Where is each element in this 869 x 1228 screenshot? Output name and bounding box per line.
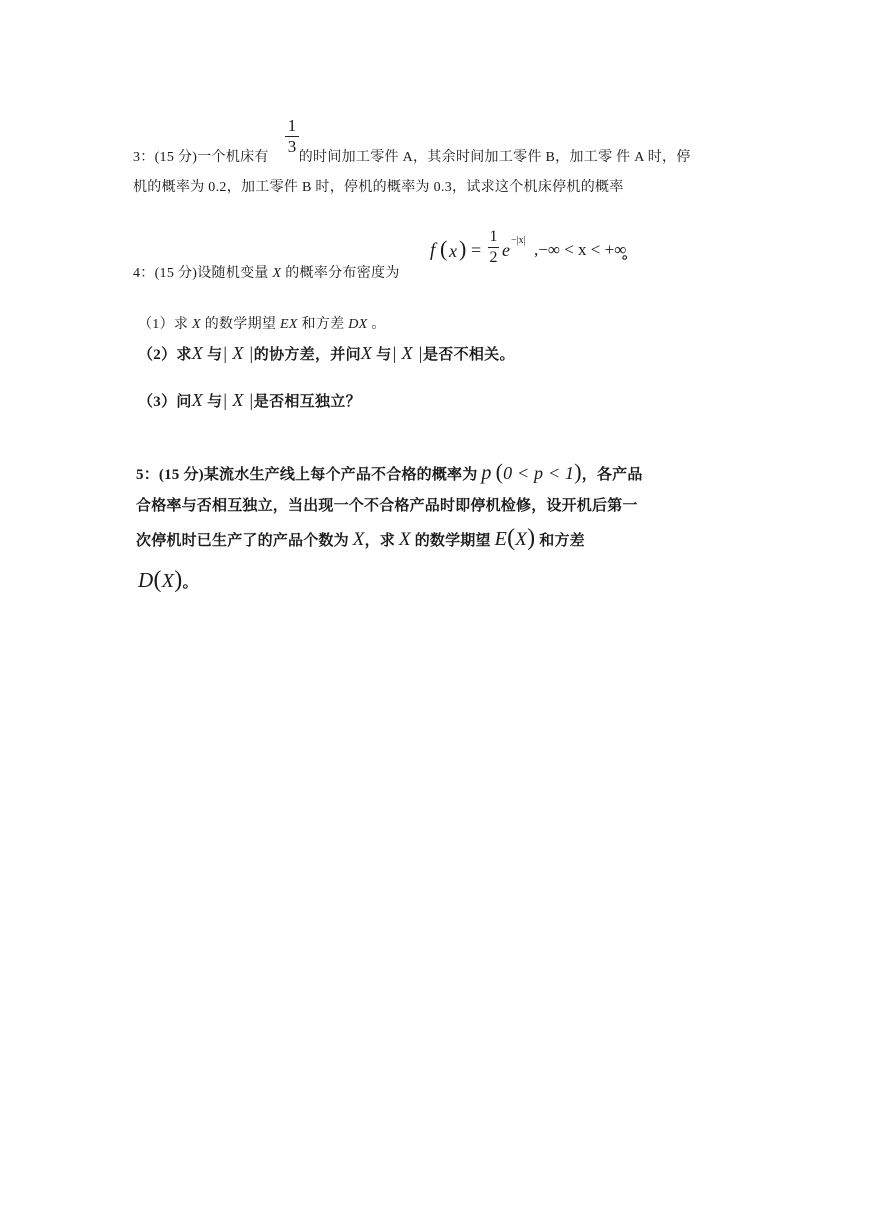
q4-p2-a: （2）求 bbox=[138, 347, 192, 363]
q5-l3-lparen: ( bbox=[507, 525, 516, 551]
q4-p2-abs2: | X | bbox=[391, 343, 423, 363]
q3-line-2: 机的概率为 0.2，加工零件 B 时，停机的概率为 0.3，试求这个机床停机的概率 bbox=[133, 180, 624, 195]
q5-l1-lparen: ( bbox=[495, 459, 504, 484]
q4-p1-d: 。 bbox=[371, 317, 386, 332]
q4-p2-d: 与 bbox=[376, 347, 392, 363]
q5-l3-b: ，求 bbox=[364, 533, 395, 549]
q4-density-formula bbox=[430, 228, 640, 272]
q4-p2-abs: | X | bbox=[222, 343, 254, 363]
q5-line-3 bbox=[136, 525, 585, 552]
q3-rest1: 的时间加工零件 A，其余时间加工零件 B，加工零 件 A 时，停 bbox=[298, 150, 691, 165]
q5-l3-x2: X bbox=[398, 529, 411, 550]
q5-l1-cond: 0 < p < 1 bbox=[503, 463, 575, 483]
formula-rparen: ) bbox=[459, 236, 467, 261]
q5-l3-rparen: ) bbox=[527, 525, 536, 551]
q5-l4-lparen: ( bbox=[153, 567, 162, 593]
formula-lparen: ( bbox=[440, 236, 448, 261]
q5-line-1 bbox=[136, 459, 643, 485]
q5-l4-rparen: ) bbox=[174, 567, 183, 593]
q4-suffix: 的概率分布密度为 bbox=[285, 266, 400, 281]
q3-prefix: 3：(15 分)一个机床有 bbox=[133, 150, 269, 165]
q5-l3-c: 的数学期望 bbox=[414, 533, 491, 549]
formula-end: 。 bbox=[622, 246, 638, 262]
q5-l4-d: D bbox=[138, 568, 154, 592]
q4-var: X bbox=[272, 266, 282, 281]
formula-f: f bbox=[430, 240, 436, 261]
formula-frac-bar bbox=[488, 247, 499, 248]
formula-x: x bbox=[449, 241, 457, 261]
q5-l1-b: ，各产品 bbox=[581, 467, 643, 483]
q3-fraction bbox=[285, 117, 299, 156]
q4-p3-b: 与 bbox=[207, 394, 223, 410]
q4-p3-var: X bbox=[191, 390, 203, 410]
formula-frac-den: 2 bbox=[489, 249, 498, 266]
q4-line-1 bbox=[133, 262, 400, 282]
q5-l1-a: 5：(15 分)某流水生产线上每个产品不合格的概率为 bbox=[136, 467, 478, 483]
q4-part-1 bbox=[138, 313, 386, 333]
q4-part-2 bbox=[138, 343, 515, 364]
formula-e: e bbox=[502, 240, 510, 260]
q4-p2-var2: X bbox=[360, 343, 373, 363]
q5-line-4 bbox=[138, 567, 198, 594]
q4-p1-a: （1）求 bbox=[138, 317, 189, 332]
q4-prefix: 4：(15 分)设随机变量 bbox=[133, 266, 269, 281]
q4-p2-e: 是否不相关。 bbox=[422, 347, 515, 363]
q4-p2-b: 与 bbox=[207, 347, 223, 363]
q4-p3-c: 是否相互独立？ bbox=[253, 394, 361, 410]
formula-frac-num: 1 bbox=[489, 228, 498, 245]
q4-p1-ex: EX bbox=[280, 317, 298, 332]
q4-p2-var1: X bbox=[191, 343, 203, 363]
formula-range: ,−∞ < x < +∞ bbox=[534, 240, 627, 259]
q5-l3-ex: X bbox=[515, 529, 528, 550]
q4-p1-var: X bbox=[192, 317, 201, 332]
q5-line-2: 合格率与否相互独立，当出现一个不合格产品时即停机检修，设开机后第一 bbox=[136, 498, 638, 514]
q3-frac-den: 3 bbox=[287, 137, 297, 156]
q4-p3-abs: | X | bbox=[222, 390, 254, 410]
formula-exponent: −|x| bbox=[511, 235, 526, 246]
q4-p2-c: 的协方差，并问 bbox=[253, 347, 361, 363]
q5-l1-rparen: ) bbox=[574, 459, 582, 484]
q5-l1-p: p bbox=[481, 462, 492, 484]
q4-p3-a: （3）问 bbox=[138, 394, 192, 410]
q4-part-3 bbox=[138, 390, 361, 411]
q5-l3-a: 次停机时已生产了的产品个数为 bbox=[136, 533, 349, 549]
q4-p1-c: 和方差 bbox=[301, 317, 345, 332]
formula-fraction bbox=[488, 228, 499, 267]
q3-line-1 bbox=[133, 146, 691, 166]
q5-l4-end: 。 bbox=[182, 575, 198, 591]
q5-l4-x: X bbox=[161, 570, 175, 592]
q5-l3-x: X bbox=[352, 529, 365, 550]
q5-l3-d: 和方差 bbox=[539, 533, 585, 549]
q4-p1-b: 的数学期望 bbox=[204, 317, 277, 332]
formula-equals: = bbox=[471, 240, 482, 260]
q5-l3-e: E bbox=[494, 528, 508, 550]
q4-p1-dx: DX bbox=[348, 317, 368, 332]
q3-frac-num: 1 bbox=[287, 116, 297, 135]
